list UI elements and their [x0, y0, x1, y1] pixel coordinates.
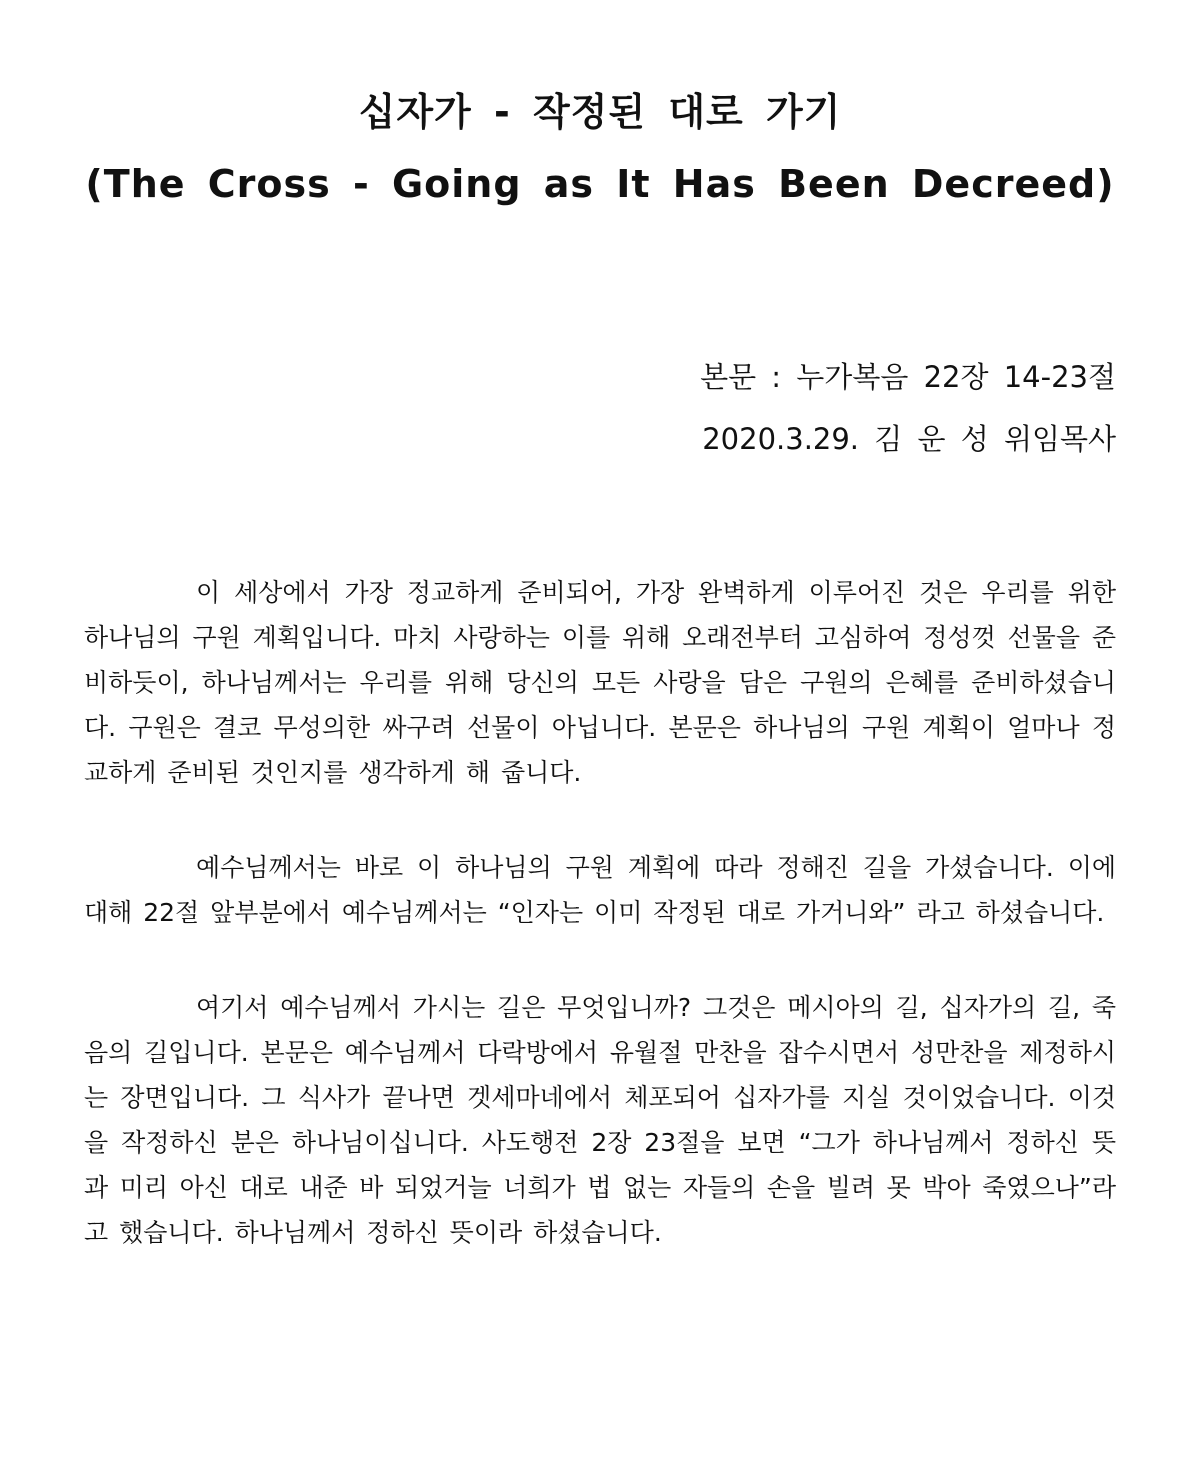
- title-korean: 십자가 - 작정된 대로 가기: [358, 90, 842, 134]
- scripture-reference: 본문 : 누가복음 22장 14-23절: [700, 360, 1116, 394]
- sermon-body: [84, 570, 1116, 1255]
- paragraph-1: 이 세상에서 가장 정교하게 준비되어, 가장 완벽하게 이루어진 것은 우리를 위한 하나님의 구원 계획입니다. 마치 사랑하는 이를 위해 오래전부터 고심하여 정성껏 선물을 준비하듯이, 하나님께서는 우리를 위해 당신의 모든 사랑을 담은 구원의 은혜를 준비하셨습니다. 구원은 결코 무성의한 싸구려 선물이 아닙니다. 본문은 하나님의 구원 계획이 얼마나 정교하게 준비된 것인지를 생각하게 해 줍니다.: [84, 578, 1116, 787]
- title-block: [0, 76, 1200, 220]
- paragraph-3: 여기서 예수님께서 가시는 길은 무엇입니까? 그것은 메시아의 길, 십자가의 길, 죽음의 길입니다. 본문은 예수님께서 다락방에서 유월절 만찬을 잡수시면서 성만찬을 제정하시는 장면입니다. 그 식사가 끝나면 겟세마네에서 체포되어 십자가를 지실 것이었습니다. 이것을 작정하신 분은 하나님이십니다. 사도행전 2장 23절을 보면 “그가 하나님께서 정하신 뜻과 미리 아신 대로 내준 바 되었거늘 너희가 법 없는 자들의 손을 빌려 못 박아 죽였으나”라고 했습니다. 하나님께서 정하신 뜻이라 하셨습니다.: [84, 993, 1116, 1247]
- title-english: (The Cross - Going as It Has Been Decreed): [85, 162, 1115, 206]
- date-and-author: 2020.3.29. 김 운 성 위임목사: [702, 422, 1116, 456]
- paragraph-2: 예수님께서는 바로 이 하나님의 구원 계획에 따라 정해진 길을 가셨습니다. 이에 대해 22절 앞부분에서 예수님께서는 “인자는 이미 작정된 대로 가거니와” 라고 하셨습니다.: [84, 853, 1116, 927]
- sermon-meta: [700, 346, 1116, 470]
